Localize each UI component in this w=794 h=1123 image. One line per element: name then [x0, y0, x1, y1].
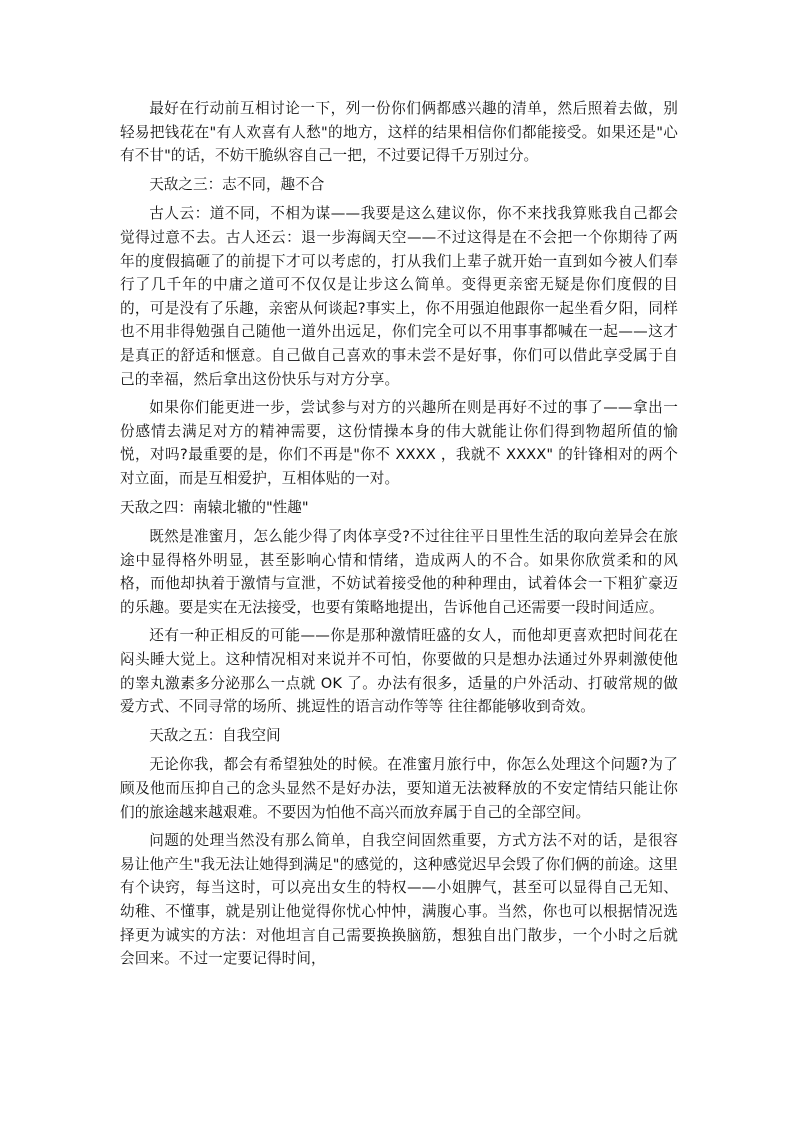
paragraph: 还有一种正相反的可能——你是那种激情旺盛的女人，而他却更喜欢把时间花在闷头睡大觉上。这种情况相对来说并不可怕，你要做的只是想办法通过外界刺激使他的睾丸激素多分泌那么一点就 OK 了。办法有很多，适量的户外活动、打破常规的做爱方式、不同寻常的场所、挑逗性的语言动作等等 往往都能够收到奇效。	[120, 627, 678, 716]
document-body	[120, 97, 678, 976]
paragraph: 问题的处理当然没有那么简单，自我空间固然重要，方式方法不对的话，是很容易让他产生"我无法让她得到满足"的感觉的，这种感觉迟早会毁了你们俩的前途。这里有个诀窍，每当这时，可以亮出女生的特权——小姐脾气，甚至可以显得自己无知、幼稚、不懂事，就是别让他觉得你忧心忡忡，满腹心事。当然，你也可以根据情况选择更为诚实的方法：对他坦言自己需要换换脑筋，想独自出门散步，一个小时之后就会回来。不过一定要记得时间，	[120, 832, 678, 968]
section-heading: 天敌之四：南辕北辙的"性趣"	[120, 498, 309, 516]
paragraph: 最好在行动前互相讨论一下，列一份你们俩都感兴趣的清单，然后照着去做，别轻易把钱花在"有人欢喜有人愁"的地方，这样的结果相信你们都能接受。如果还是"心有不甘"的话，不妨干脆纵容自己一把，不过要记得千万别过分。	[120, 100, 678, 165]
section-heading: 天敌之三：志不同，趣不合	[149, 175, 325, 193]
paragraph: 既然是准蜜月，怎么能少得了肉体享受?不过往往平日里性生活的取向差异会在旅途中显得格外明显，甚至影响心情和情绪，造成两人的不合。如果你欣赏柔和的风格，而他却执着于激情与宣泄，不妨试着接受他的种种理由，试着体会一下粗犷豪迈的乐趣。要是实在无法接受，也要有策略地提出，告诉他自己还需要一段时间适应。	[120, 528, 678, 616]
section-heading: 天敌之五：自我空间	[149, 726, 281, 744]
paragraph: 古人云：道不同，不相为谋——我要是这么建议你，你不来找我算账我自己都会觉得过意不去。古人还云：退一步海阔天空——不过这得是在不会把一个你期待了两年的度假搞砸了的前提下才可以考虑的，打从我们上辈子就开始一直到如今被人们奉行了几千年的中庸之道可不仅仅是让步这么简单。变得更亲密无疑是你们度假的目的，可是没有了乐趣，亲密从何谈起?事实上，你不用强迫他跟你一起坐看夕阳，同样也不用非得勉强自己随他一道外出远足，你们完全可以不用事事都喊在一起——这才是真正的舒适和惬意。自己做自己喜欢的事未尝不是好事，你们可以借此享受属于自己的幸福，然后拿出这份快乐与对方分享。	[120, 205, 678, 388]
paragraph: 如果你们能更进一步，尝试参与对方的兴趣所在则是再好不过的事了——拿出一份感情去满足对方的精神需要，这份情操本身的伟大就能让你们得到物超所值的愉悦，对吗?最重要的是，你们不再是"你不 XXXX ，我就不 XXXX" 的针锋相对的两个对立面，而是互相爱护，互相体贴的一对。	[120, 399, 678, 487]
paragraph: 无论你我，都会有希望独处的时候。在准蜜月旅行中，你怎么处理这个问题?为了顾及他而压抑自己的念头显然不是好办法，要知道无法被释放的不安定情结只能让你们的旅途越来越艰难。不要因为怕他不高兴而放弃属于自己的全部空间。	[120, 756, 678, 821]
